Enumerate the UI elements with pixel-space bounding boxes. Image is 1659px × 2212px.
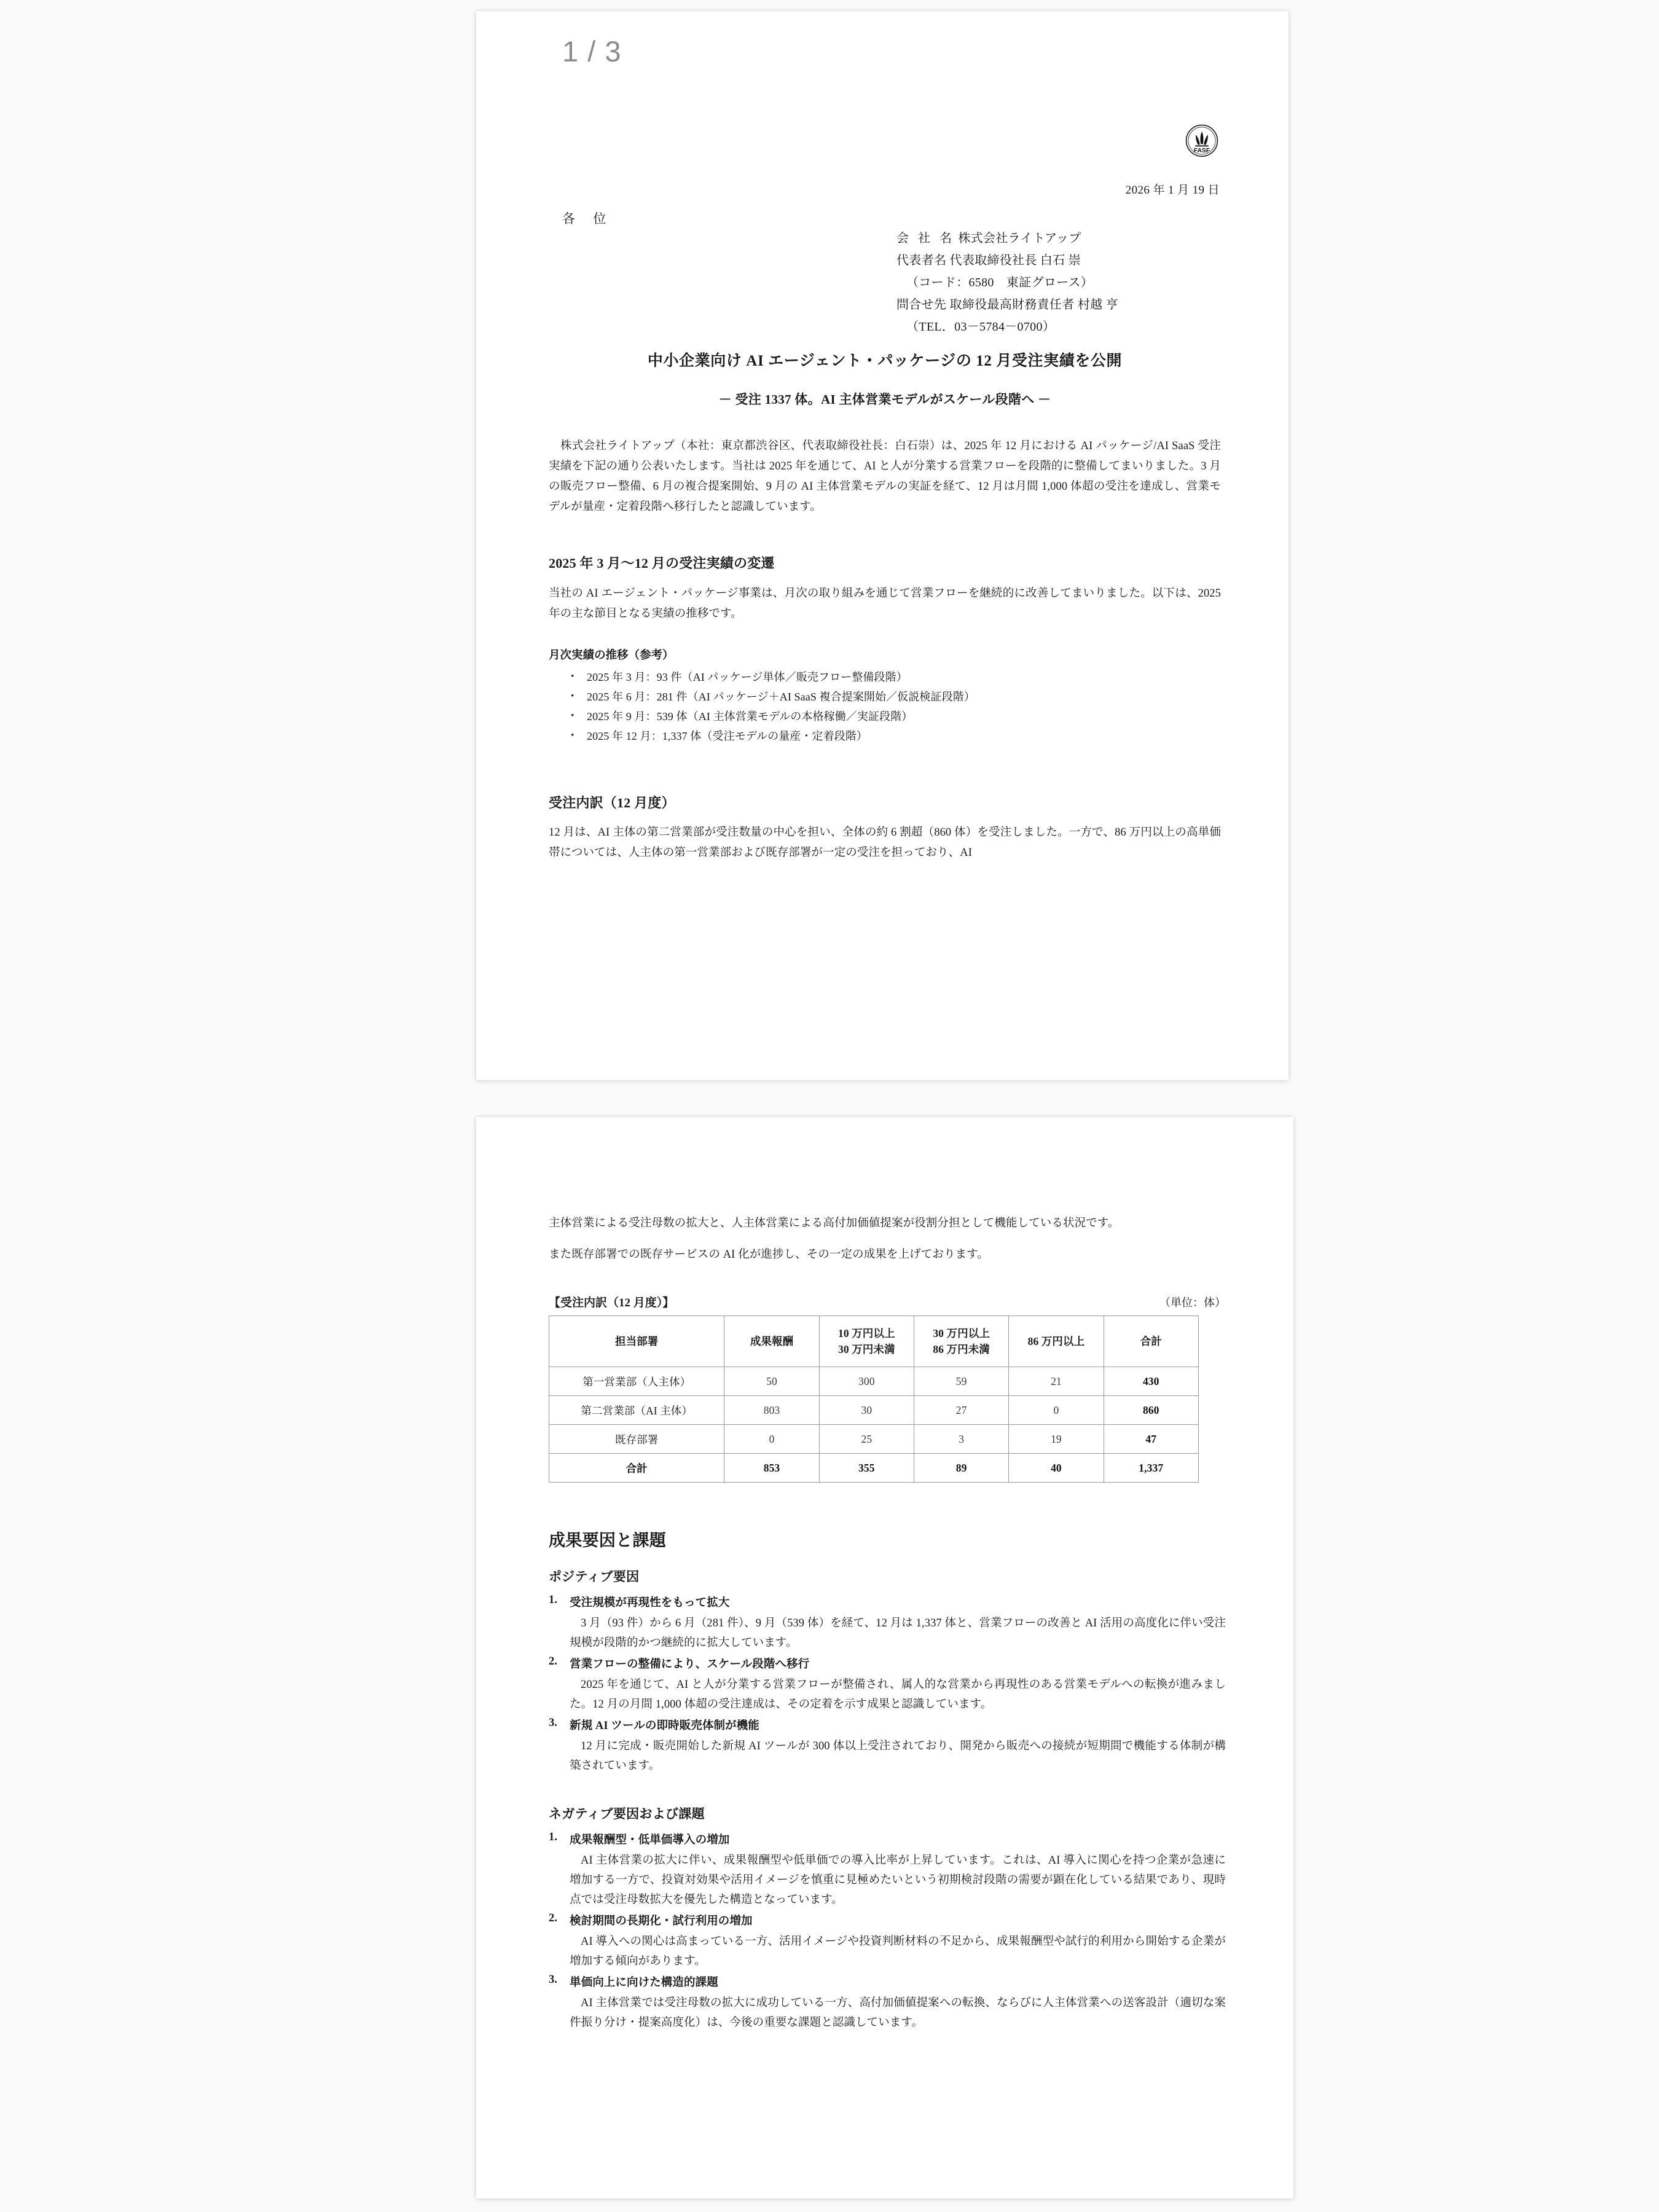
list-item	[549, 1655, 1226, 1714]
fasf-logo-icon	[1185, 124, 1218, 157]
list-item	[549, 1974, 1226, 2033]
list-item: • 2025 年 3 月：93 件（AI パッケージ単体／販売フロー整備段階）	[587, 667, 1221, 687]
breakdown-paragraph-part3: また既存部署での既存サービスの AI 化が進捗し、その一定の成果を上げております。	[549, 1249, 989, 1261]
cell-performance-fee: 803	[724, 1396, 819, 1425]
item-body: 12 月に完成・販売開始した新規 AI ツールが 300 体以上受注されており、開発から販売への接続が短期間で機能する体制が構築されています。	[570, 1740, 1226, 1772]
issuer-company-name: 株式会社ライトアップ	[958, 232, 1081, 245]
table-caption: 【受注内訳（12 月度）】	[549, 1296, 675, 1309]
column-header-department: 担当部署	[549, 1316, 724, 1367]
item-body: AI 主体営業の拡大に伴い、成果報酬型や低単価での導入比率が上昇しています。これは、AI 導入に関心を持つ企業が急速に増加する一方で、投資対効果や活用イメージを慎重に見極めたいという初期検討段階の需要が顕在化している結果であり、現時点では受注母数拡大を優先した構造となっています。	[570, 1854, 1226, 1906]
issuer-contact-label: 問合せ先	[896, 298, 947, 312]
cell-86man-over: 40	[1009, 1454, 1104, 1483]
list-item: • 2025 年 6 月：281 件（AI パッケージ＋AI SaaS 複合提案開始／仮説検証段階）	[587, 687, 1221, 707]
page-2-content	[549, 1202, 1226, 2035]
table-row	[549, 1425, 1199, 1454]
row-label: 既存部署	[549, 1425, 724, 1454]
issuer-company	[896, 227, 1185, 249]
issuer-code: （コード：6580 東証グロース）	[906, 276, 1094, 289]
cell-row-total: 860	[1104, 1396, 1198, 1425]
row-label: 第二営業部（AI 主体）	[549, 1396, 724, 1425]
positive-factors-list	[549, 1594, 1226, 1776]
column-header-10man-30man: 10 万円以上 30 万円未満	[819, 1316, 914, 1367]
item-title: 単価向上に向けた構造的課題	[570, 1977, 718, 1989]
lead-paragraph: 株式会社ライトアップ（本社：東京都渋谷区、代表取締役社長：白石崇）は、2025 年 12 月における AI パッケージ/AI SaaS 受注実績を下記の通り公表いたします。当社は 2025 年を通じて、AI と人が分業する営業フローを段階的に整備してまいりました。3 月の販売フロー整備、6 月の複合提案開始、9 月の AI 主体営業モデルの実証を経て、12 月は月間 1,000 体超の受注を達成し、営業モデルが量産・定着段階へ移行したと認識しています。	[549, 440, 1221, 513]
issuer-representative	[896, 249, 1185, 272]
cell-30man-86man: 59	[914, 1367, 1008, 1396]
document-masthead	[549, 11, 1221, 334]
issuer-representative-label: 代表者名	[896, 254, 947, 267]
table-row	[549, 1396, 1199, 1425]
positive-factors-heading: ポジティブ要因	[549, 1569, 640, 1584]
item-title: 受注規模が再現性をもって拡大	[570, 1597, 730, 1609]
cell-performance-fee: 0	[724, 1425, 819, 1454]
breakdown-paragraph-part2: 主体営業による受注母数の拡大と、人主体営業による高付加価値提案が役割分担として機能している状況です。	[549, 1217, 1120, 1230]
monthly-trend-list	[549, 667, 1221, 746]
list-item: • 2025 年 9 月：539 体（AI 主体営業モデルの本格稼働／実証段階）	[587, 707, 1221, 726]
document-page-1	[476, 11, 1288, 1080]
table-row	[549, 1367, 1199, 1396]
item-title: 成果報酬型・低単価導入の増加	[570, 1834, 730, 1846]
issuer-company-label: 会 社 名	[896, 232, 955, 245]
cell-86man-over: 0	[1009, 1396, 1104, 1425]
list-item: • 2025 年 12 月：1,337 体（受注モデルの量産・定着段階）	[587, 726, 1221, 746]
item-title: 営業フローの整備により、スケール段階へ移行	[570, 1658, 810, 1671]
negative-factors-list	[549, 1831, 1226, 2033]
page-title: 中小企業向け AI エージェント・パッケージの 12 月受注実績を公開	[647, 353, 1123, 369]
cell-30man-86man: 3	[914, 1425, 1008, 1454]
breakdown-section-heading: 受注内訳（12 月度）	[549, 794, 675, 810]
item-body: 3 月（93 件）から 6 月（281 件）、9 月（539 体）を経て、12 月は 1,337 体と、営業フローの改善と AI 活用の高度化に伴い受注規模が段階的かつ継続的に拡大しています。	[570, 1617, 1226, 1649]
table-header-row	[549, 1316, 1199, 1367]
factors-section-heading: 成果要因と課題	[549, 1531, 667, 1550]
cell-30man-86man: 27	[914, 1396, 1008, 1425]
cell-row-total: 430	[1104, 1367, 1198, 1396]
table-caption-row	[549, 1293, 1226, 1310]
page-1-content	[549, 11, 1221, 875]
document-page-2	[476, 1117, 1293, 2198]
list-item	[549, 1912, 1226, 1971]
list-item	[549, 1594, 1226, 1653]
addressee-label: 各 位	[562, 211, 614, 226]
svg-text:FASF: FASF	[1193, 147, 1210, 154]
page-subtitle: － 受注 1337 体。AI 主体営業モデルがスケール段階へ －	[718, 392, 1051, 407]
table-unit-label: （単位：体）	[1159, 1296, 1226, 1309]
cell-30man-86man: 89	[914, 1454, 1008, 1483]
item-body: AI 主体営業では受注母数の拡大に成功している一方、高付加価値提案への転換、ならびに人主体営業への送客設計（適切な案件振り分け・提案高度化）は、今後の重要な課題と認識しています。	[570, 1997, 1226, 2029]
monthly-trend-list-heading: 月次実績の推移（参考）	[549, 649, 674, 662]
item-body: AI 導入への関心は高まっている一方、活用イメージや投資判断材料の不足から、成果報酬型や試行的利用から開始する企業が増加する傾向があります。	[570, 1936, 1226, 1967]
column-header-total: 合計	[1104, 1316, 1198, 1367]
item-title: 検討期間の長期化・試行利用の増加	[570, 1915, 753, 1928]
cell-86man-over: 19	[1009, 1425, 1104, 1454]
issuer-contact	[896, 294, 1185, 316]
column-header-30man-86man: 30 万円以上 86 万円未満	[914, 1316, 1008, 1367]
breakdown-paragraph-part1: 12 月は、AI 主体の第二営業部が受注数量の中心を担い、全体の約 6 割超（860 体）を受注しました。一方で、86 万円以上の高単価帯については、人主体の第一営業部および既存部署が一定の受注を担っており、AI	[549, 826, 1221, 859]
list-item	[549, 1717, 1226, 1776]
cell-grand-total: 1,337	[1104, 1454, 1198, 1483]
cell-10man-30man: 355	[819, 1454, 914, 1483]
cell-performance-fee: 853	[724, 1454, 819, 1483]
item-title: 新規 AI ツールの即時販売体制が機能	[570, 1720, 759, 1732]
negative-factors-heading: ネガティブ要因および課題	[549, 1806, 705, 1821]
issuer-block	[896, 227, 1185, 338]
column-header-performance-fee: 成果報酬	[724, 1316, 819, 1367]
cell-performance-fee: 50	[724, 1367, 819, 1396]
document-date: 2026 年 1 月 19 日	[1125, 184, 1220, 197]
cell-86man-over: 21	[1009, 1367, 1104, 1396]
row-label-total: 合計	[549, 1454, 724, 1483]
cell-10man-30man: 300	[819, 1367, 914, 1396]
cell-10man-30man: 25	[819, 1425, 914, 1454]
trend-section-paragraph: 当社の AI エージェント・パッケージ事業は、月次の取り組みを通じて営業フローを継続的に改善してまいりました。以下は、2025 年の主な節目となる実績の推移です。	[549, 587, 1221, 620]
column-header-86man-over: 86 万円以上	[1009, 1316, 1104, 1367]
cell-row-total: 47	[1104, 1425, 1198, 1454]
list-item	[549, 1831, 1226, 1910]
order-breakdown-table	[549, 1316, 1199, 1483]
cell-10man-30man: 30	[819, 1396, 914, 1425]
item-body: 2025 年を通じて、AI と人が分業する営業フローが整備され、属人的な営業から再現性のある営業モデルへの転換が進みました。12 月の月間 1,000 体超の受注達成は、その定着を示す成果と認識しています。	[570, 1679, 1226, 1711]
issuer-contact-name: 取締役最高財務責任者 村越 亨	[949, 298, 1119, 312]
table-total-row	[549, 1454, 1199, 1483]
page-indicator: 1 / 3	[562, 35, 622, 68]
trend-section-heading: 2025 年 3 月〜12 月の受注実績の変遷	[549, 555, 775, 571]
issuer-tel: （TEL．03－5784－0700）	[906, 320, 1056, 334]
issuer-representative-name: 代表取締役社長 白石 崇	[949, 254, 1081, 267]
row-label: 第一営業部（人主体）	[549, 1367, 724, 1396]
